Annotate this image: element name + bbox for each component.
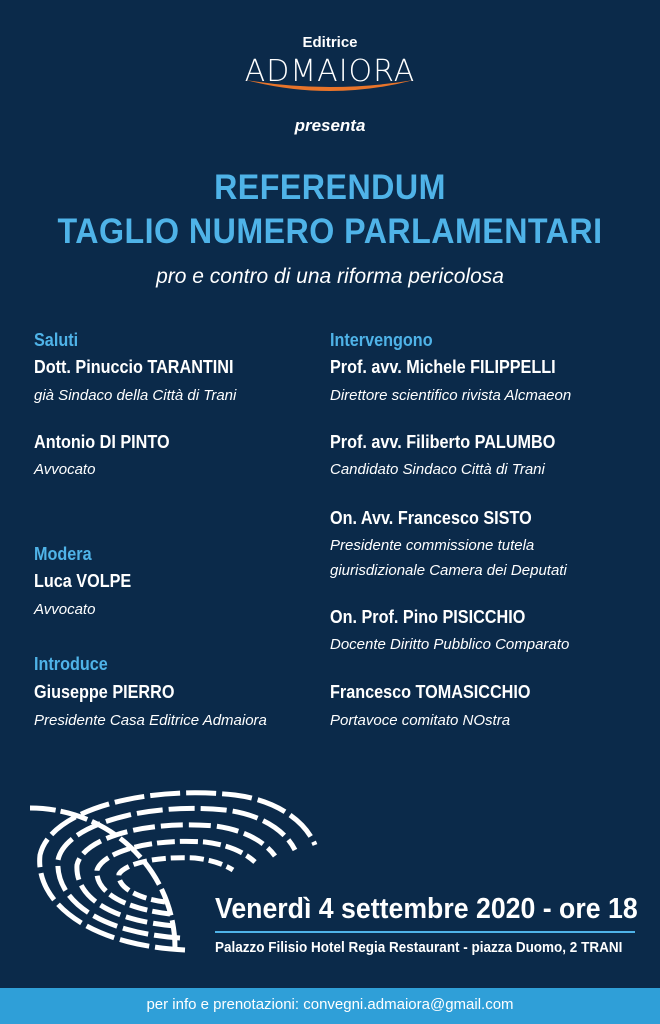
- title-line-2: TAGLIO NUMERO PARLAMENTARI: [57, 212, 603, 251]
- speaker-role: Avvocato: [34, 461, 96, 478]
- subtitle: pro e contro di una riforma pericolosa: [156, 265, 504, 288]
- speaker-role: già Sindaco della Città di Trani: [34, 387, 237, 404]
- moderator-name: Luca VOLPE: [34, 571, 132, 591]
- introducer-name: Giuseppe PIERRO: [34, 682, 175, 702]
- admaiora-logo: [238, 50, 422, 94]
- speaker-role: Direttore scientifico rivista Alcmaeon: [330, 387, 572, 404]
- speaker-name: Dott. Pinuccio TARANTINI: [34, 357, 234, 377]
- speaker-role: Docente Diritto Pubblico Comparato: [330, 636, 570, 653]
- divider: [215, 931, 635, 933]
- footer-bar: [0, 988, 660, 1024]
- speaker-name: Francesco TOMASICCHIO: [330, 682, 531, 702]
- footer-contact-info: per info e prenotazioni: convegni.admaiora@gmail.com: [146, 996, 514, 1013]
- speaker-name: Prof. avv. Michele FILIPPELLI: [330, 357, 556, 377]
- moderator-role: Avvocato: [34, 601, 96, 618]
- logo-text: ADMAIORA: [244, 54, 416, 89]
- publisher-label: Editrice: [302, 34, 358, 51]
- saluti-label: Saluti: [34, 330, 79, 350]
- speaker-role: Portavoce comitato NOstra: [330, 712, 511, 729]
- event-venue: Palazzo Filisio Hotel Regia Restaurant - piazza Duomo, 2 TRANI: [215, 939, 623, 956]
- intervengono-label: Intervengono: [330, 330, 433, 350]
- introduce-label: Introduce: [34, 654, 108, 674]
- parliament-hemicycle-icon: [25, 780, 325, 955]
- presenta-label: presenta: [294, 116, 366, 135]
- speaker-role: giurisdizionale Camera dei Deputati: [330, 562, 567, 579]
- speaker-role: Presidente commissione tutela: [330, 537, 535, 554]
- speaker-name: Antonio DI PINTO: [34, 432, 170, 452]
- modera-label: Modera: [34, 544, 92, 564]
- title-line-1: REFERENDUM: [214, 168, 446, 207]
- speaker-role: Candidato Sindaco Città di Trani: [330, 461, 545, 478]
- introducer-role: Presidente Casa Editrice Admaiora: [34, 712, 267, 729]
- event-date: Venerdì 4 settembre 2020 - ore 18: [215, 893, 638, 925]
- speaker-name: On. Prof. Pino PISICCHIO: [330, 607, 526, 627]
- speaker-name: On. Avv. Francesco SISTO: [330, 508, 532, 528]
- speaker-name: Prof. avv. Filiberto PALUMBO: [330, 432, 556, 452]
